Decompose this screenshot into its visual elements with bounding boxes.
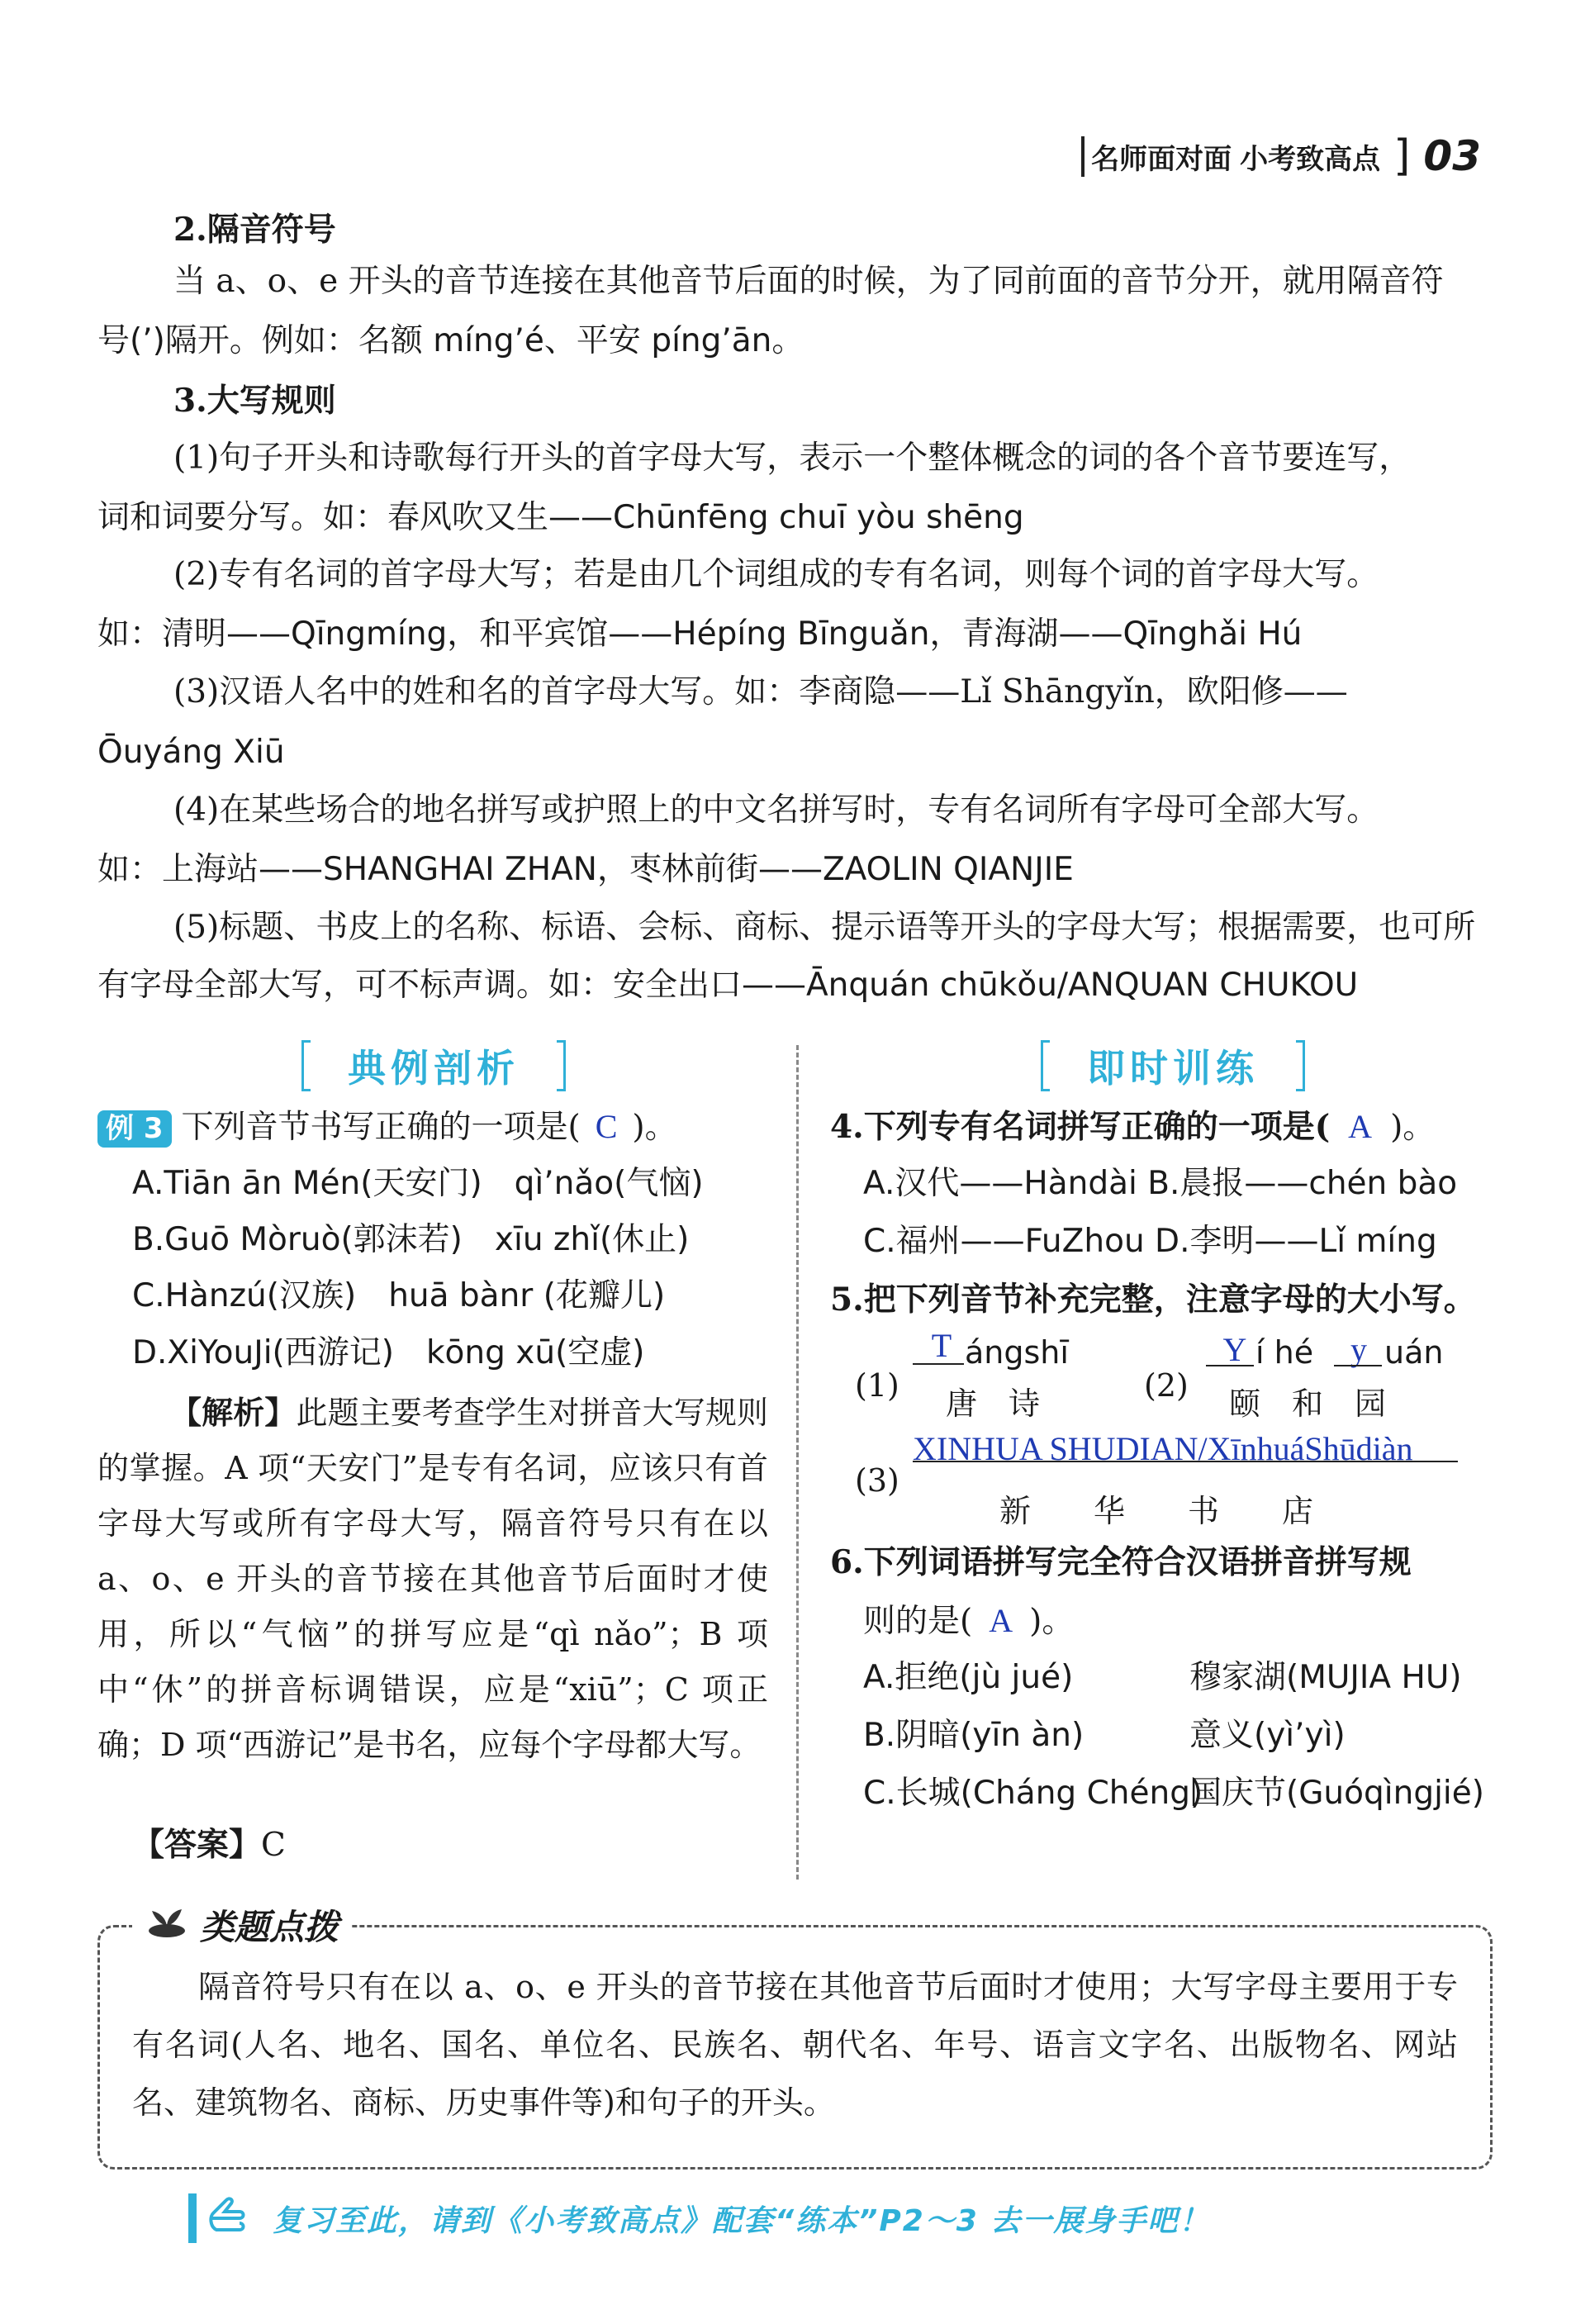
- handwritten-answer: Y: [1222, 1331, 1247, 1368]
- option: C.Hànzú(汉族) huā bànr (花瓣儿): [132, 1277, 666, 1314]
- pinyin-text: uán: [1384, 1334, 1444, 1371]
- section-title-3: 3.大写规则: [173, 382, 336, 420]
- blank-line: [1206, 1365, 1254, 1366]
- rule-text: (2)专有名词的首字母大写；若是由几个词组成的专有名词，则每个词的首字母大写。: [173, 556, 1379, 593]
- paragraph: 号(’)隔开。例如：名额 míng’é、平安 píng’ān。: [97, 322, 804, 359]
- handwritten-answer: T: [931, 1327, 952, 1364]
- handwritten-answer: A: [989, 1602, 1013, 1639]
- fill-number: (1): [855, 1367, 899, 1404]
- option: B.Guō Mòruò(郭沫若) xīu zhǐ(休止): [132, 1221, 690, 1258]
- series-name: 小考致高点: [1240, 142, 1381, 176]
- footer-bar: [188, 2193, 197, 2243]
- option: A.汉代——Hàndài B.晨报——chén bào: [863, 1165, 1458, 1202]
- pinyin-text: ángshī: [965, 1334, 1069, 1371]
- practice-section-title: 即时训练: [1041, 1037, 1305, 1095]
- option: C.长城(Cháng Chéng): [863, 1775, 1203, 1812]
- example-badge: 例 3: [97, 1110, 172, 1148]
- page-header: [1081, 132, 1481, 180]
- handwritten-answer: A: [1348, 1108, 1373, 1145]
- section-title-2: 2.隔音符号: [173, 211, 336, 249]
- blank-line: [913, 1363, 964, 1365]
- option: 国庆节(Guóqìngjié): [1189, 1775, 1484, 1812]
- sprout-icon: [144, 1903, 190, 1947]
- chinese-text: 新 华 书 店: [999, 1493, 1314, 1529]
- brand-name: 名师面对面: [1081, 136, 1232, 177]
- fill-number: (2): [1144, 1367, 1189, 1404]
- handwritten-answer: y: [1350, 1331, 1367, 1368]
- rule-text: 词和词要分写。如：春风吹又生——Chūnfēng chuī yòu shēng: [97, 499, 1024, 536]
- analysis: 【解析】此题主要考查学生对拼音大写规则的掌握。A 项“天安门”是专有名词，应该只有首字母大写或所有字母大写，隔音符号只有在以 a、o、e 开头的音节接在其他音节后面时才使用，所以“气恼”的拼写应是“qì nǎo”；B 项中“休”的拼音标调错误，应是“xiū”；C 项正确；D 项“西游记”是书名，应每个字母都大写。: [97, 1394, 768, 1763]
- chinese-text: 颐 和 园: [1229, 1385, 1387, 1422]
- blank-line: [1334, 1365, 1382, 1366]
- page-number: 03: [1423, 132, 1481, 180]
- fill-number: (3): [855, 1462, 899, 1499]
- rule-text: 有字母全部大写，可不标声调。如：安全出口——Ānquán chūkǒu/ANQUAN CHUKOU: [97, 967, 1359, 1004]
- rule-text: (4)在某些场合的地名拼写或护照上的中文名拼写时，专有名词所有字母可全部大写。: [173, 791, 1379, 829]
- handwritten-answer: XINHUA SHUDIAN/XīnhuáShūdiàn: [913, 1430, 1413, 1467]
- question-4: 4.下列专有名词拼写正确的一项是( A )。: [830, 1108, 1436, 1146]
- paragraph: 当 a、o、e 开头的音节连接在其他音节后面的时候，为了同前面的音节分开，就用隔音符: [173, 263, 1444, 300]
- option: 意义(yì’yì): [1189, 1717, 1346, 1754]
- rule-text: (1)句子开头和诗歌每行开头的首字母大写，表示一个整体概念的词的各个音节要连写，: [173, 440, 1412, 477]
- tip-text: 隔音符号只有在以 a、o、e 开头的音节接在其他音节后面时才使用；大写字母主要用于专有名词(人名、地名、国名、单位名、民族名、朝代名、年号、语言文字名、出版物名、网站名、建筑物名、商标、历史事件等)和句子的开头。: [132, 1969, 1458, 2121]
- tip-title: 类题点拨: [132, 1900, 350, 1950]
- pinyin-text: í hé: [1255, 1334, 1314, 1371]
- rule-text: Ōuyáng Xiū: [97, 734, 285, 771]
- blank-line: [913, 1461, 1458, 1462]
- chinese-text: 唐 诗: [946, 1385, 1041, 1422]
- pointing-hand-icon: [206, 2193, 264, 2243]
- option: B.阴暗(yīn àn): [863, 1717, 1085, 1754]
- rule-text: (5)标题、书皮上的名称、标语、会标、商标、提示语等开头的字母大写；根据需要，也可所: [173, 909, 1476, 946]
- footer-note: 复习至此，请到《小考致高点》配套“练本”P2～3 去一展身手吧！: [273, 2204, 1211, 2238]
- rule-text: (3)汉语人名中的姓和名的首字母大写。如：李商隐——Lǐ Shāngyǐn，欧阳修——: [173, 673, 1348, 711]
- example-question: 例 3 下列音节书写正确的一项是( C )。: [97, 1107, 767, 1148]
- rule-text: 如：清明——Qīngmíng，和平宾馆——Hépíng Bīnguǎn，青海湖——Qīnghǎi Hú: [97, 615, 1303, 653]
- option: C.福州——FuZhou D.李明——Lǐ míng: [863, 1223, 1437, 1260]
- question-6-cont: 则的是( A )。: [863, 1602, 1075, 1640]
- example-section-title: 典例剖析: [301, 1037, 566, 1095]
- question-6: 6.下列词语拼写完全符合汉语拼音拼写规: [830, 1543, 1412, 1581]
- option: A.Tiān ān Mén(天安门) qì’nǎo(气恼): [132, 1165, 704, 1202]
- option: 穆家湖(MUJIA HU): [1189, 1659, 1462, 1696]
- option: D.XiYouJi(西游记) kōng xū(空虚): [132, 1334, 645, 1371]
- answer-line: 【答案】C: [132, 1826, 286, 1864]
- option: A.拒绝(jù jué): [863, 1659, 1074, 1696]
- rule-text: 如：上海站——SHANGHAI ZHAN，枣林前街——ZAOLIN QIANJIE: [97, 851, 1074, 888]
- question-5: 5.把下列音节补充完整，注意字母的大小写。: [830, 1281, 1476, 1319]
- bracket-glyph: ]: [1393, 131, 1411, 181]
- handwritten-answer: C: [595, 1108, 618, 1145]
